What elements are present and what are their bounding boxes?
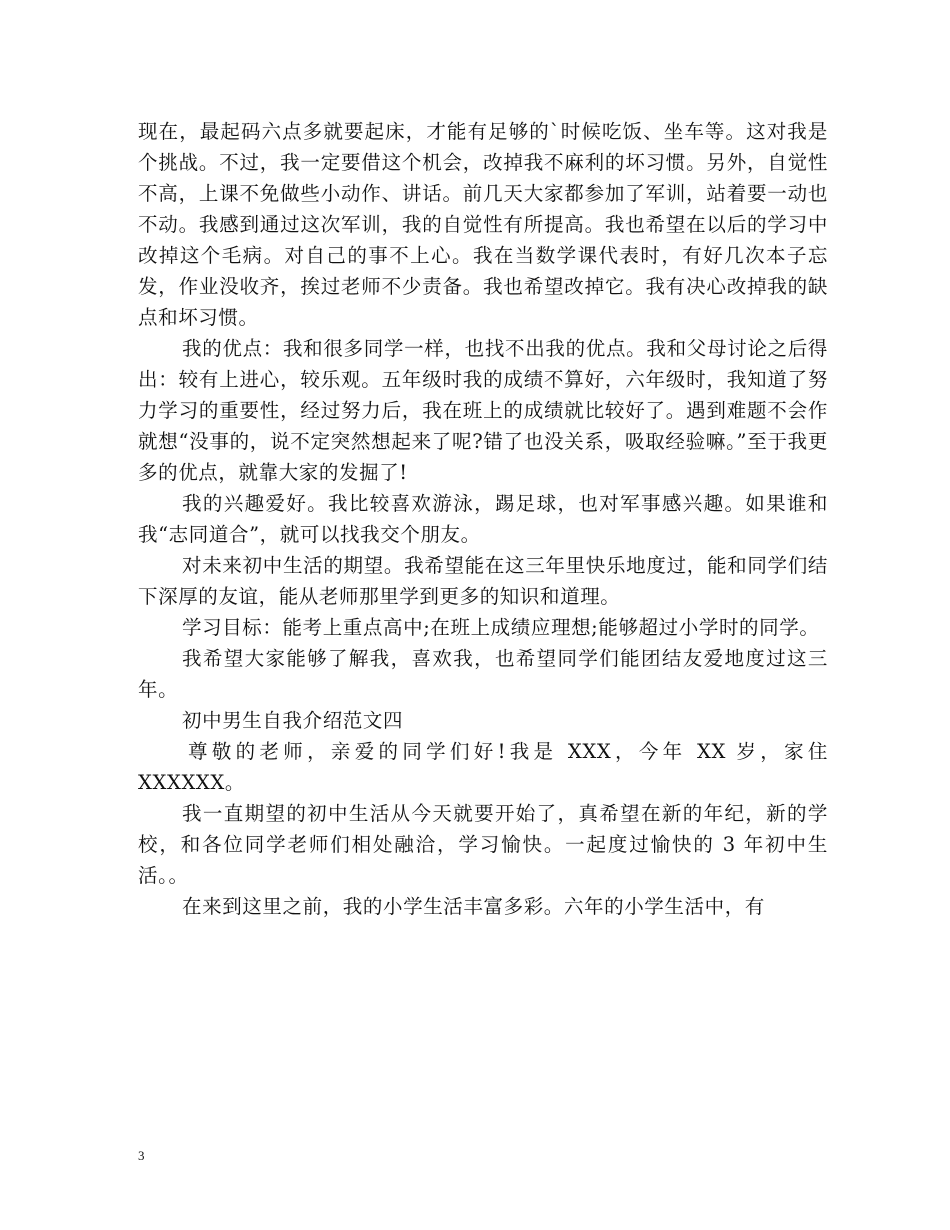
paragraph-study-goals: 学习目标：能考上重点高中;在班上成绩应理想;能够超过小学时的同学。	[182, 616, 820, 639]
paragraph-primary-school: 在来到这里之前，我的小学生活丰富多彩。六年的小学生活中，有	[182, 895, 765, 918]
page-number: 3	[138, 1148, 145, 1163]
paragraph-greeting: 尊敬的老师，亲爱的同学们好!我是 XXX，今年 XX 岁，家住 XXXXXX。	[138, 740, 828, 794]
paragraph-expectations: 对未来初中生活的期望。我希望能在这三年里快乐地度过，能和同学们结下深厚的友谊，能从老师那里学到更多的知识和道理。	[138, 554, 828, 608]
paragraph-new-school: 我一直期望的初中生活从今天就要开始了，真希望在新的年纪，新的学校，和各位同学老师们相处融洽，学习愉快。一起度过愉快的 3 年初中生活。。	[138, 802, 828, 887]
paragraph-continuation: 现在，最起码六点多就要起床，才能有足够的`时候吃饭、坐车等。这对我是个挑战。不过，我一定要借这个机会，改掉我不麻利的坏习惯。另外，自觉性不高，上课不免做些小动作、讲话。前几天大家都参加了军训，站着要一动也不动。我感到通过这次军训，我的自觉性有所提高。我也希望在以后的学习中改掉这个毛病。对自己的事不上心。我在当数学课代表时，有好几次本子忘发，作业没收齐，挨过老师不少责备。我也希望改掉它。我有决心改掉我的缺点和坏习惯。	[138, 120, 828, 329]
document-body	[138, 116, 828, 922]
paragraph-closing: 我希望大家能够了解我，喜欢我，也希望同学们能团结友爱地度过这三年。	[138, 647, 828, 701]
paragraph-hobbies: 我的兴趣爱好。我比较喜欢游泳，踢足球，也对军事感兴趣。如果谁和我“志同道合”，就可以找我交个朋友。	[138, 492, 828, 546]
paragraph-strengths: 我的优点：我和很多同学一样，也找不出我的优点。我和父母讨论之后得出：较有上进心，较乐观。五年级时我的成绩不算好，六年级时，我知道了努力学习的重要性，经过努力后，我在班上的成绩就比较好了。遇到难题不会作就想“没事的，说不定突然想起来了呢?错了也没关系，吸取经验嘛。”至于我更多的优点，就靠大家的发掘了!	[138, 337, 828, 484]
section-heading: 初中男生自我介绍范文四	[182, 709, 404, 732]
